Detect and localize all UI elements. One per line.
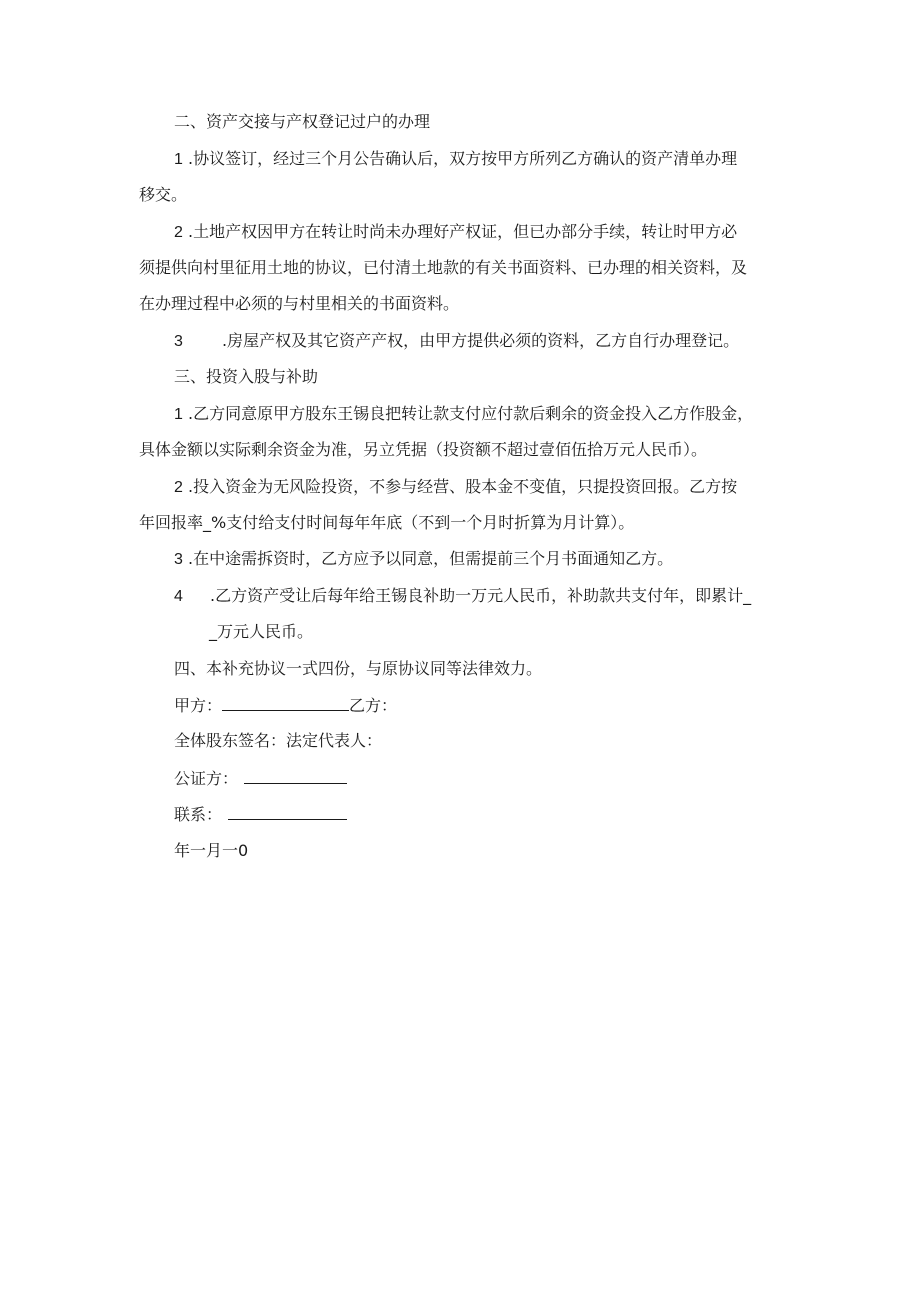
item-text: .乙方资产受让后每年给王锡良补助一万元人民币，补助款共支付年，即累计_ [210,586,752,605]
date-line: 年一月一0 [174,841,249,860]
section-3-item-2 [174,476,737,499]
item-number: 1 [174,151,183,168]
section-2-heading: 二、资产交接与产权登记过户的办理 [174,112,431,131]
notary-line [174,767,347,790]
section-3-item-1 [174,403,753,426]
section-3-item-1-cont: 具体金额以实际剩余资金为准，另立凭据（投资额不超过壹佰伍拾万元人民币）。 [139,440,708,459]
party-b-label: 乙方： [349,696,398,715]
shareholder-signature-line [174,730,382,752]
section-2-item-2 [174,221,737,244]
section-2-item-2-cont-2: 在办理过程中必须的与村里相关的书面资料。 [139,294,460,313]
contact-line [174,803,347,826]
item-number: 2 [174,224,183,241]
section-4-heading: 四、本补充协议一式四份，与原协议同等法律效力。 [174,659,543,678]
section-2-item-1 [174,148,737,171]
item-text: .投入资金为无风险投资，不参与经营、股本金不变值，只提投资回报。乙方按 [188,477,738,496]
item-number: 4 [174,588,183,605]
party-a-label: 甲方： [174,696,223,715]
item-number: 3 [174,551,183,568]
item-number: 2 [174,479,183,496]
item-text: .协议签订，经过三个月公告确认后，双方按甲方所列乙方确认的资产清单办理 [188,149,738,168]
contact-blank [228,803,347,820]
item-text: .在中途需拆资时，乙方应予以同意，但需提前三个月书面通知乙方。 [188,549,674,568]
shareholders-label: 全体股东签名： [174,731,287,750]
section-2-item-1-cont: 移交。 [139,185,188,204]
contact-label: 联系： [174,805,223,824]
section-3-item-4 [174,585,751,608]
legal-rep-label: 法定代表人： [286,731,383,750]
item-text: .土地产权因甲方在转让时尚未办理好产权证，但已办部分手续，转让时甲方必 [188,222,738,241]
notary-label: 公证方： [174,769,239,788]
party-signature-line [174,694,397,717]
item-text: .房屋产权及其它资产产权，由甲方提供必须的资料，乙方自行办理登记。 [222,331,740,350]
section-3-item-4-cont: _万元人民币。 [209,622,314,641]
section-2-item-3 [174,330,739,353]
item-number: 3 [174,333,183,350]
item-text: .乙方同意原甲方股东王锡良把转让款支付应付款后剩余的资金投入乙方作股金， [188,404,754,423]
notary-blank [244,767,347,784]
section-3-item-2-cont: 年回报率_%支付给支付时间每年年底（不到一个月时折算为月计算）。 [139,513,635,532]
section-2-item-2-cont-1: 须提供向村里征用土地的协议，已付清土地款的有关书面资料、已办理的相关资料，及 [139,258,748,277]
section-3-item-3 [174,548,673,571]
party-a-blank [222,694,349,711]
item-number: 1 [174,406,183,423]
section-3-heading: 三、投资入股与补助 [174,367,319,386]
